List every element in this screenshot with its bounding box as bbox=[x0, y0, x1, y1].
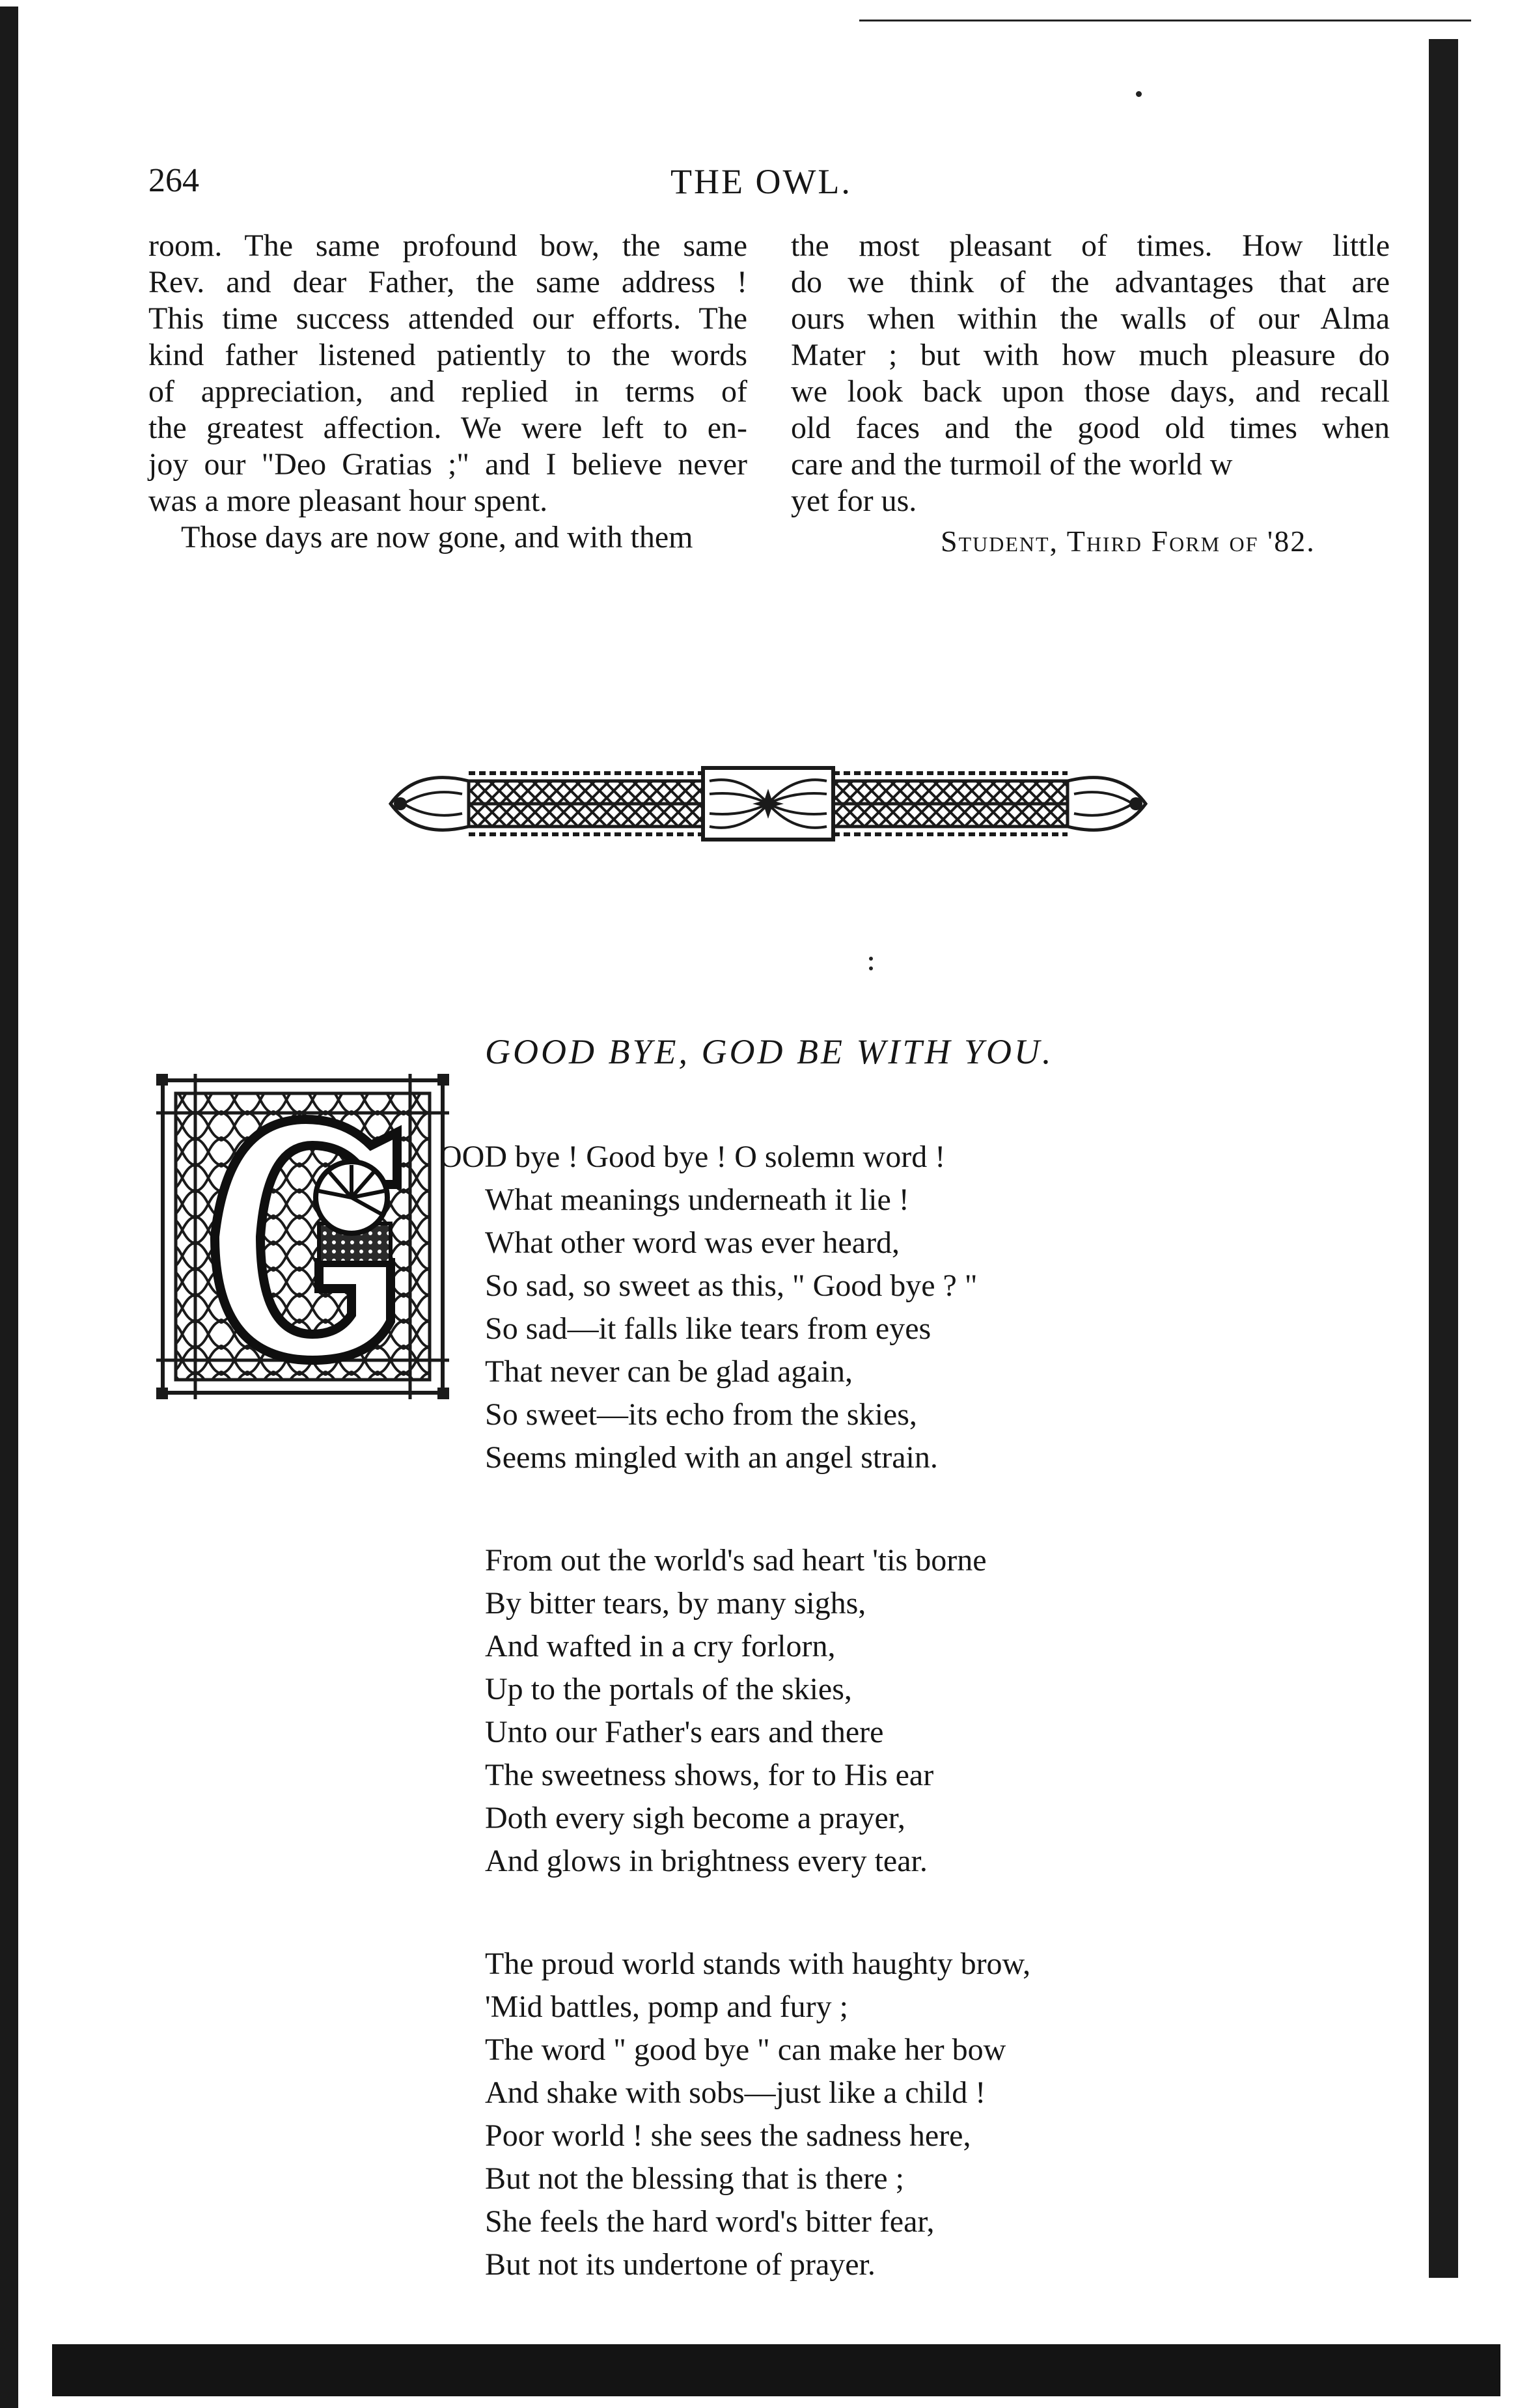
article-signature: Student, Third Form of '82. bbox=[941, 525, 1316, 558]
text-line: joy our "Deo Gratias ;" and I believe never bbox=[148, 447, 747, 482]
text-line: was a more pleasant hour spent. bbox=[148, 484, 548, 518]
poem-line: 'Mid battles, pomp and fury ; bbox=[485, 1990, 848, 2024]
text-line: the greatest affection. We were left to en- bbox=[148, 411, 747, 445]
poem-line: The proud world stands with haughty brow, bbox=[485, 1947, 1031, 1981]
poem-line: OOD bye ! Good bye ! O solemn word ! bbox=[439, 1140, 946, 1174]
poem-line: She feels the hard word's bitter fear, bbox=[485, 2204, 935, 2239]
text-line: ours when within the walls of our Alma bbox=[791, 301, 1390, 336]
poem-line: So sad, so sweet as this, " Good bye ? " bbox=[485, 1268, 978, 1303]
poem-line: The word " good bye " can make her bow bbox=[485, 2032, 1006, 2067]
text-line: This time success attended our efforts. The bbox=[148, 301, 747, 336]
text-line: old faces and the good old times when bbox=[791, 411, 1390, 445]
text-line: we look back upon those days, and recall bbox=[791, 374, 1390, 409]
scan-border-bottom bbox=[52, 2344, 1500, 2396]
text-line: yet for us. bbox=[791, 484, 917, 518]
text-line: the most pleasant of times. How little bbox=[791, 228, 1390, 263]
scan-speck bbox=[869, 957, 873, 961]
poem-stanza-3 bbox=[485, 1943, 1030, 2286]
running-title: THE OWL. bbox=[670, 162, 852, 201]
poem-line: What other word was ever heard, bbox=[485, 1225, 900, 1260]
poem-line: But not the blessing that is there ; bbox=[485, 2161, 904, 2196]
poem-line: That never can be glad again, bbox=[485, 1354, 853, 1389]
text-line: care and the turmoil of the world w bbox=[791, 447, 1233, 482]
ornament-band-icon bbox=[378, 755, 1159, 853]
poem-line: And wafted in a cry forlorn, bbox=[485, 1629, 836, 1663]
poem-line: Seems mingled with an angel strain. bbox=[485, 1440, 938, 1475]
poem-line: Unto our Father's ears and there bbox=[485, 1715, 884, 1749]
poem-line: By bitter tears, by many sighs, bbox=[485, 1586, 866, 1621]
scan-top-rule bbox=[859, 20, 1471, 21]
scan-speck bbox=[869, 966, 873, 970]
text-line: do we think of the advantages that are bbox=[791, 265, 1390, 299]
poem-line: From out the world's sad heart 'tis borne bbox=[485, 1543, 987, 1578]
left-column bbox=[148, 228, 747, 556]
poem-stanza-2 bbox=[485, 1539, 987, 1883]
drop-cap-g-icon bbox=[156, 1074, 449, 1399]
scan-border-right bbox=[1429, 39, 1458, 2278]
right-column bbox=[791, 228, 1390, 519]
text-line: Rev. and dear Father, the same address ! bbox=[148, 265, 747, 299]
scan-border-left bbox=[0, 7, 18, 2408]
page-number: 264 bbox=[148, 162, 199, 199]
poem-title: GOOD BYE, GOD BE WITH YOU. bbox=[485, 1032, 1054, 1071]
poem-line: What meanings underneath it lie ! bbox=[485, 1183, 909, 1217]
poem-line: Doth every sigh become a prayer, bbox=[485, 1801, 905, 1835]
poem-line: Up to the portals of the skies, bbox=[485, 1672, 852, 1706]
poem-line: But not its undertone of prayer. bbox=[485, 2247, 876, 2282]
text-line: of appreciation, and replied in terms of bbox=[148, 374, 747, 409]
poem-line: The sweetness shows, for to His ear bbox=[485, 1758, 934, 1792]
text-line: Mater ; but with how much pleasure do bbox=[791, 338, 1390, 372]
text-line: Those days are now gone, and with them bbox=[181, 520, 693, 554]
poem-line: So sad—it falls like tears from eyes bbox=[485, 1311, 932, 1346]
poem-line: So sweet—its echo from the skies, bbox=[485, 1397, 917, 1432]
poem-line: Poor world ! she sees the sadness here, bbox=[485, 2118, 971, 2153]
poem-stanza-1 bbox=[439, 1136, 978, 1479]
text-line: kind father listened patiently to the words bbox=[148, 338, 747, 372]
text-line: room. The same profound bow, the same bbox=[148, 228, 747, 263]
poem-line: And shake with sobs—just like a child ! bbox=[485, 2075, 986, 2110]
scan-speck bbox=[1136, 91, 1142, 97]
poem-line: And glows in brightness every tear. bbox=[485, 1844, 928, 1878]
